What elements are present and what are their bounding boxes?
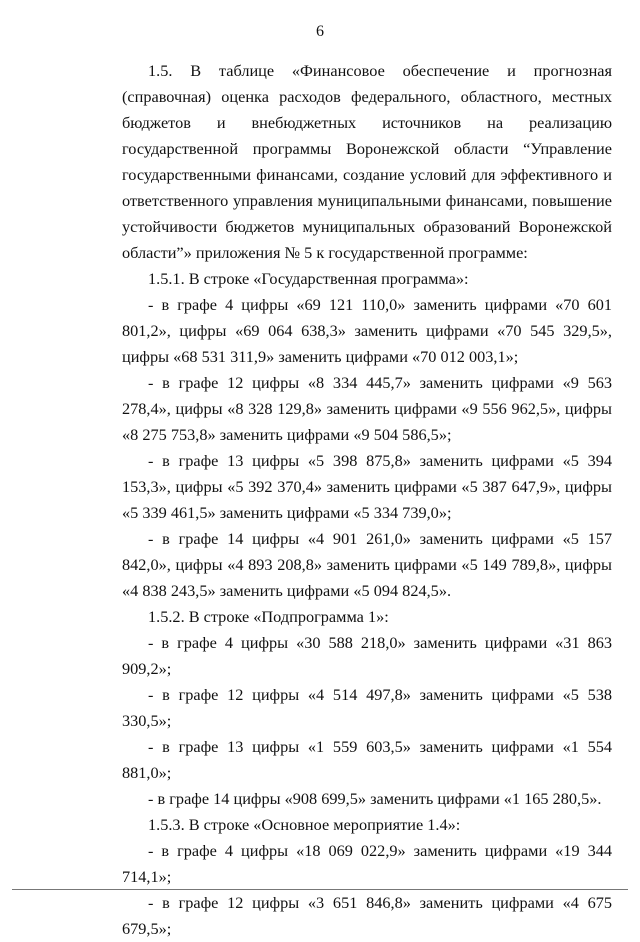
- list-item-1-5-1-col4: - в графе 4 цифры «69 121 110,0» заменить цифрами «70 601 801,2», цифры «69 064 638,3» заменить цифрами «70 545 329,5», цифры «68 531 311,9» заменить цифрами «70 012 003,1»;: [122, 295, 612, 366]
- list-item-1-5-2-col14: - в графе 14 цифры «908 699,5» заменить цифрами «1 165 280,5».: [148, 789, 602, 808]
- list-item-1-5-2-col4: - в графе 4 цифры «30 588 218,0» заменить цифрами «31 863 909,2»;: [122, 633, 612, 678]
- list-item-1-5-2-col13: - в графе 13 цифры «1 559 603,5» заменить цифрами «1 554 881,0»;: [122, 737, 612, 782]
- list-item-1-5-1-col14: - в графе 14 цифры «4 901 261,0» заменить цифрами «5 157 842,0», цифры «4 893 208,8» заменить цифрами «5 149 789,8», цифры «4 838 243,5» заменить цифрами «5 094 824,5».: [122, 529, 612, 600]
- page-bottom-divider: [12, 889, 628, 890]
- paragraph-1-5-1: 1.5.1. В строке «Государственная программа»:: [148, 269, 469, 288]
- list-item-1-5-3-col12: - в графе 12 цифры «3 651 846,8» заменить цифрами «4 675 679,5»;: [122, 893, 612, 938]
- paragraph-1-5: 1.5. В таблице «Финансовое обеспечение и прогнозная (справочная) оценка расходов федерального, областного, местных бюджетов и внебюджетных источников на реализацию государственной программы Воронежской области “Управление государственными финансами, создание условий для эффективного и ответственного управления муниципальными финансами, повышение устойчивости бюджетов муниципальных образований Воронежской области”» приложения № 5 к государственной программе:: [122, 61, 612, 262]
- paragraph-1-5-2: 1.5.2. В строке «Подпрограмма 1»:: [148, 607, 389, 626]
- list-item-1-5-3-col4: - в графе 4 цифры «18 069 022,9» заменить цифрами «19 344 714,1»;: [122, 841, 612, 886]
- list-item-1-5-1-col12: - в графе 12 цифры «8 334 445,7» заменить цифрами «9 563 278,4», цифры «8 328 129,8» заменить цифрами «9 556 962,5», цифры «8 275 753,8» заменить цифрами «9 504 586,5»;: [122, 373, 612, 444]
- list-item-1-5-2-col12: - в графе 12 цифры «4 514 497,8» заменить цифрами «5 538 330,5»;: [122, 685, 612, 730]
- paragraph-1-5-3: 1.5.3. В строке «Основное мероприятие 1.4»:: [148, 815, 461, 834]
- page-number: 6: [316, 23, 324, 40]
- list-item-1-5-1-col13: - в графе 13 цифры «5 398 875,8» заменить цифрами «5 394 153,3», цифры «5 392 370,4» заменить цифрами «5 387 647,9», цифры «5 339 461,5» заменить цифрами «5 334 739,0»;: [122, 451, 612, 522]
- document-body: [122, 58, 612, 942]
